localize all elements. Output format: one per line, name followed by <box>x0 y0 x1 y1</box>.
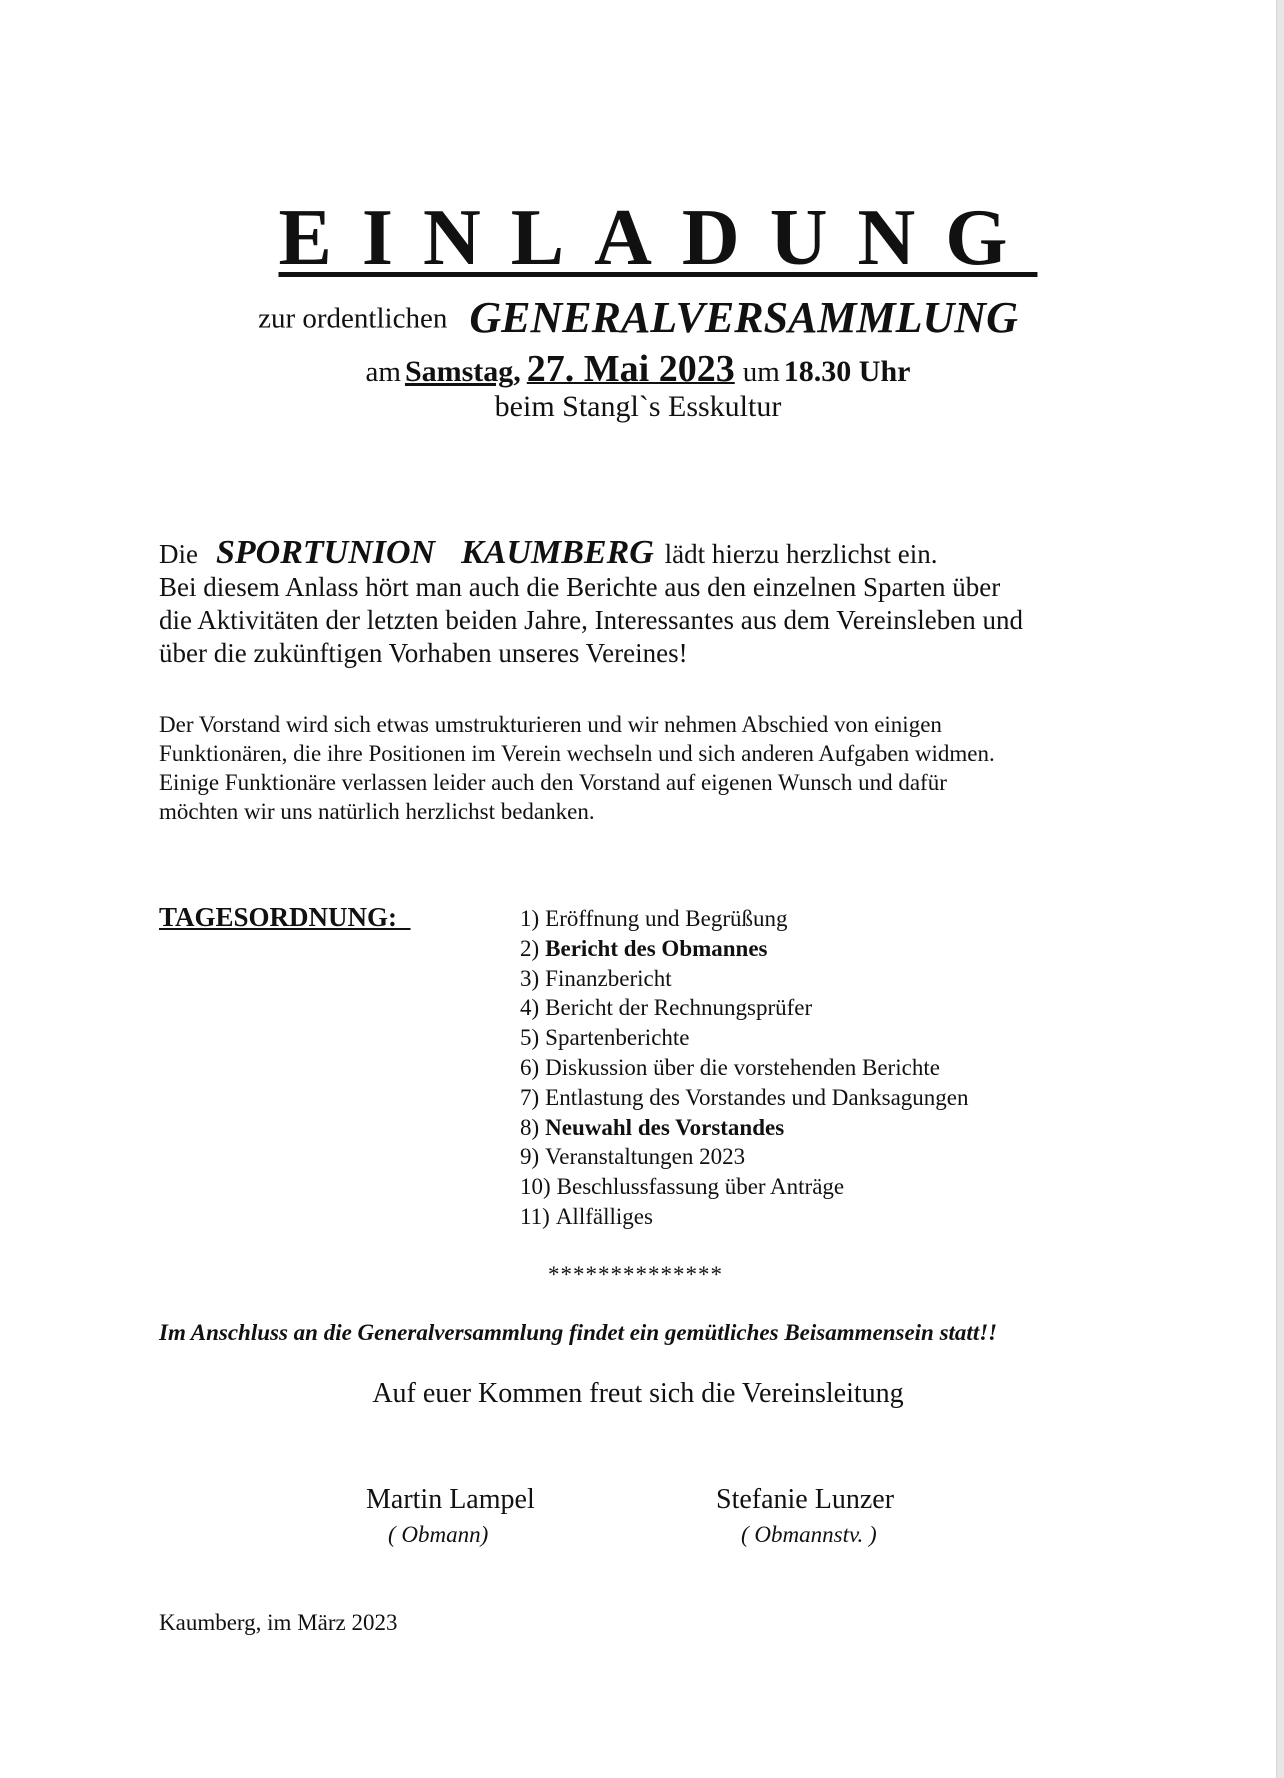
agenda-item <box>520 1053 969 1083</box>
signature-role: ( Obmannstv. ) <box>741 1522 877 1547</box>
agenda-item <box>520 1172 969 1202</box>
agenda-item-number: 9) <box>520 1144 540 1170</box>
intro-prefix: Die <box>159 539 198 569</box>
intro-line: die Aktivitäten der letzten beiden Jahre, Interessantes aus dem Vereinsleben und <box>159 605 1023 635</box>
date-mid: um <box>742 356 780 388</box>
subtitle-main: GENERALVERSAMMLUNG <box>469 293 1018 343</box>
date-date: 27. Mai 2023 <box>526 348 735 390</box>
venue: beim Stangl`s Esskultur <box>494 390 782 423</box>
subtitle-prefix: zur ordentlichen <box>258 302 448 335</box>
board-paragraph <box>159 710 995 826</box>
date-time: 18.30 Uhr <box>783 355 911 388</box>
signature-name: Stefanie Lunzer <box>716 1484 895 1515</box>
board-line: Funktionären, die ihre Positionen im Verein wechseln und sich anderen Aufgaben widmen. <box>159 741 995 766</box>
closing-note: Im Anschluss an die Generalversammlung findet ein gemütliches Beisammensein statt!! <box>159 1320 998 1345</box>
agenda-item <box>520 1142 969 1172</box>
intro-paragraph <box>159 536 1023 670</box>
agenda-item <box>520 1113 969 1143</box>
agenda-item-text: Beschlussfassung über Anträge <box>556 1174 845 1200</box>
agenda-item-text: Bericht des Obmannes <box>545 935 768 961</box>
agenda-item <box>520 993 969 1023</box>
date-prefix: am <box>365 356 401 388</box>
signature-name: Martin Lampel <box>366 1484 535 1515</box>
agenda-item <box>520 1083 969 1113</box>
board-line: Der Vorstand wird sich etwas umstrukturieren und wir nehmen Abschied von einigen <box>159 712 942 737</box>
intro-line: Bei diesem Anlass hört man auch die Berichte aus den einzelnen Sparten über <box>159 572 1001 602</box>
agenda-item-text: Diskussion über die vorstehenden Berichte <box>545 1054 940 1080</box>
org-name <box>216 534 654 571</box>
date-day: Samstag, <box>404 355 521 388</box>
intro-suffix: lädt hierzu herzlichst ein. <box>664 539 938 569</box>
agenda-item <box>520 1202 969 1232</box>
place-date-footer: Kaumberg, im März 2023 <box>159 1610 398 1635</box>
welcome-line: Auf euer Kommen freut sich die Vereinsleitung <box>372 1378 904 1409</box>
board-line: möchten wir uns natürlich herzlichst bedanken. <box>159 799 595 824</box>
agenda-item-number: 11) <box>520 1203 550 1229</box>
agenda-item-text: Eröffnung und Begrüßung <box>545 906 788 931</box>
org-name-word1: SPORTUNION <box>215 534 436 571</box>
agenda-item-number: 3) <box>520 965 540 991</box>
agenda-heading: TAGESORDNUNG: <box>159 902 398 932</box>
separator: ************** <box>548 1262 723 1287</box>
agenda-item-number: 7) <box>520 1084 540 1110</box>
agenda-list <box>520 904 969 1232</box>
agenda-item <box>520 964 969 994</box>
agenda-item <box>520 934 969 964</box>
agenda-item <box>520 904 969 934</box>
signature-role: ( Obmann) <box>388 1522 489 1547</box>
agenda-item-number: 10) <box>520 1174 551 1200</box>
agenda-item-text: Neuwahl des Vorstandes <box>545 1114 785 1140</box>
intro-first-line <box>159 536 1023 571</box>
document-title: EINLADUNG <box>278 194 1038 282</box>
board-line: Einige Funktionäre verlassen leider auch den Vorstand auf eigenen Wunsch und dafür <box>159 770 947 795</box>
agenda-item-number: 1) <box>520 906 540 931</box>
agenda-item-number: 6) <box>520 1054 540 1080</box>
agenda-item-text: Entlastung des Vorstandes und Danksagungen <box>545 1084 969 1110</box>
agenda-item-number: 5) <box>520 1025 540 1051</box>
agenda-item-number: 2) <box>520 935 540 961</box>
agenda-item-text: Allfälliges <box>555 1203 653 1229</box>
agenda-item-text: Spartenberichte <box>545 1025 690 1051</box>
agenda-item-number: 8) <box>520 1114 540 1140</box>
agenda-item-text: Finanzbericht <box>545 965 672 991</box>
agenda-item-text: Bericht der Rechnungsprüfer <box>545 995 813 1021</box>
org-name-word2: KAUMBERG <box>461 534 654 571</box>
agenda-item-text: Veranstaltungen 2023 <box>545 1144 746 1170</box>
agenda-item-number: 4) <box>520 995 540 1021</box>
subtitle <box>0 288 1276 348</box>
agenda-item <box>520 1023 969 1053</box>
intro-line: über die zukünftigen Vorhaben unseres Vereines! <box>159 638 688 668</box>
